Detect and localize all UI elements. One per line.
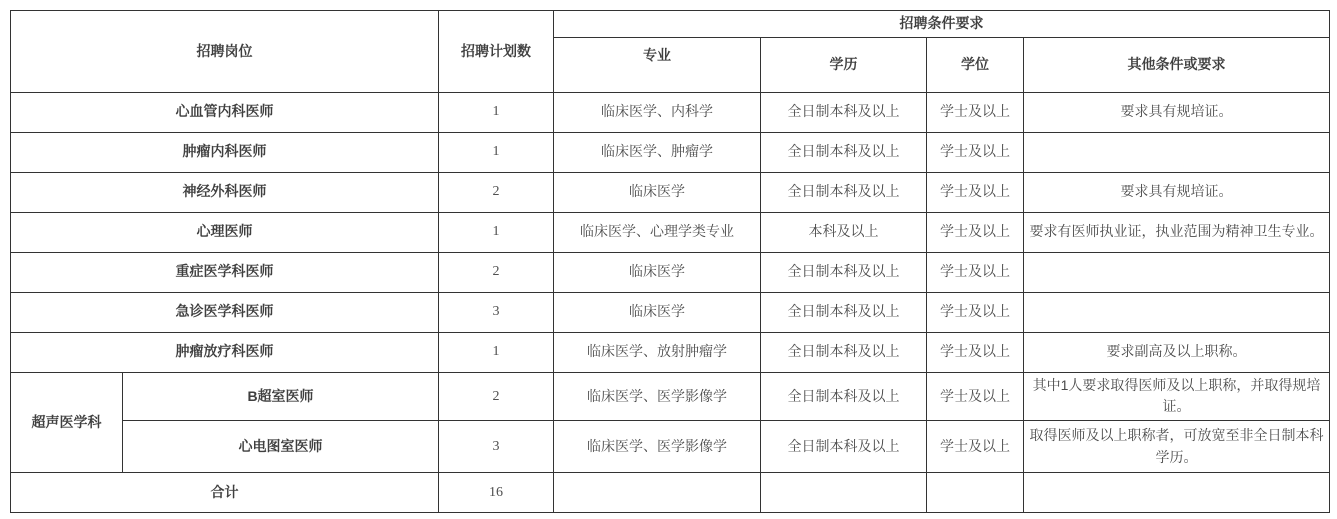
other-conditions-cell xyxy=(1024,252,1330,292)
header-major xyxy=(554,37,761,92)
empty-cell xyxy=(761,473,927,513)
major-cell: 临床医学 xyxy=(554,172,761,212)
position-cell: B超室医师 xyxy=(123,372,439,420)
degree-cell: 学士及以上 xyxy=(927,132,1024,172)
degree-cell: 学士及以上 xyxy=(927,332,1024,372)
degree-cell: 学士及以上 xyxy=(927,252,1024,292)
count-cell: 2 xyxy=(439,372,554,420)
count-cell: 1 xyxy=(439,212,554,252)
total-count-cell: 16 xyxy=(439,473,554,513)
position-cell: 急诊医学科医师 xyxy=(11,292,439,332)
table-row xyxy=(11,332,1330,372)
other-conditions-cell: 要求有医师执业证，执业范围为精神卫生专业。 xyxy=(1024,212,1330,252)
position-cell: 神经外科医师 xyxy=(11,172,439,212)
degree-cell: 学士及以上 xyxy=(927,172,1024,212)
degree-cell: 学士及以上 xyxy=(927,212,1024,252)
department-group-cell: 超声医学科 xyxy=(11,372,123,472)
table-row xyxy=(11,421,1330,473)
count-cell: 2 xyxy=(439,172,554,212)
position-cell: 心理医师 xyxy=(11,212,439,252)
major-cell: 临床医学 xyxy=(554,252,761,292)
degree-cell: 学士及以上 xyxy=(927,92,1024,132)
total-label-cell: 合计 xyxy=(11,473,439,513)
education-cell: 全日制本科及以上 xyxy=(761,292,927,332)
position-cell: 肿瘤放疗科医师 xyxy=(11,332,439,372)
major-cell: 临床医学、医学影像学 xyxy=(554,372,761,420)
count-cell: 1 xyxy=(439,92,554,132)
table-row xyxy=(11,252,1330,292)
header-conditions-group: 招聘条件要求 xyxy=(554,11,1330,38)
education-cell: 全日制本科及以上 xyxy=(761,132,927,172)
total-row xyxy=(11,473,1330,513)
recruitment-table xyxy=(10,10,1330,513)
count-cell: 3 xyxy=(439,421,554,473)
empty-cell xyxy=(927,473,1024,513)
major-cell: 临床医学、医学影像学 xyxy=(554,421,761,473)
header-row-1 xyxy=(11,11,1330,38)
other-conditions-cell: 要求具有规培证。 xyxy=(1024,92,1330,132)
table-row xyxy=(11,372,1330,420)
education-cell: 全日制本科及以上 xyxy=(761,332,927,372)
education-cell: 本科及以上 xyxy=(761,212,927,252)
count-cell: 2 xyxy=(439,252,554,292)
empty-cell xyxy=(1024,473,1330,513)
major-cell: 临床医学、肿瘤学 xyxy=(554,132,761,172)
count-cell: 1 xyxy=(439,132,554,172)
position-cell: 肿瘤内科医师 xyxy=(11,132,439,172)
degree-cell: 学士及以上 xyxy=(927,421,1024,473)
other-conditions-cell: 取得医师及以上职称者，可放宽至非全日制本科学历。 xyxy=(1024,421,1330,473)
table-row xyxy=(11,172,1330,212)
major-cell: 临床医学、心理学类专业 xyxy=(554,212,761,252)
table-row xyxy=(11,212,1330,252)
count-cell: 1 xyxy=(439,332,554,372)
table-row xyxy=(11,132,1330,172)
position-cell: 重症医学科医师 xyxy=(11,252,439,292)
education-cell: 全日制本科及以上 xyxy=(761,252,927,292)
education-cell: 全日制本科及以上 xyxy=(761,421,927,473)
other-conditions-cell xyxy=(1024,132,1330,172)
table-row xyxy=(11,92,1330,132)
table-row xyxy=(11,292,1330,332)
education-cell: 全日制本科及以上 xyxy=(761,172,927,212)
education-cell: 全日制本科及以上 xyxy=(761,92,927,132)
header-degree: 学位 xyxy=(927,37,1024,92)
education-cell: 全日制本科及以上 xyxy=(761,372,927,420)
header-plan-count: 招聘计划数 xyxy=(439,11,554,93)
major-cell: 临床医学、内科学 xyxy=(554,92,761,132)
header-major-label: 专业 xyxy=(643,46,671,63)
count-cell: 3 xyxy=(439,292,554,332)
degree-cell: 学士及以上 xyxy=(927,372,1024,420)
header-education: 学历 xyxy=(761,37,927,92)
header-job-position: 招聘岗位 xyxy=(11,11,439,93)
other-conditions-cell xyxy=(1024,292,1330,332)
other-conditions-cell: 其中1人要求取得医师及以上职称，并取得规培证。 xyxy=(1024,372,1330,420)
header-other-conditions: 其他条件或要求 xyxy=(1024,37,1330,92)
major-cell: 临床医学 xyxy=(554,292,761,332)
other-conditions-cell: 要求具有规培证。 xyxy=(1024,172,1330,212)
position-cell: 心电图室医师 xyxy=(123,421,439,473)
major-cell: 临床医学、放射肿瘤学 xyxy=(554,332,761,372)
empty-cell xyxy=(554,473,761,513)
other-conditions-cell: 要求副高及以上职称。 xyxy=(1024,332,1330,372)
position-cell: 心血管内科医师 xyxy=(11,92,439,132)
degree-cell: 学士及以上 xyxy=(927,292,1024,332)
